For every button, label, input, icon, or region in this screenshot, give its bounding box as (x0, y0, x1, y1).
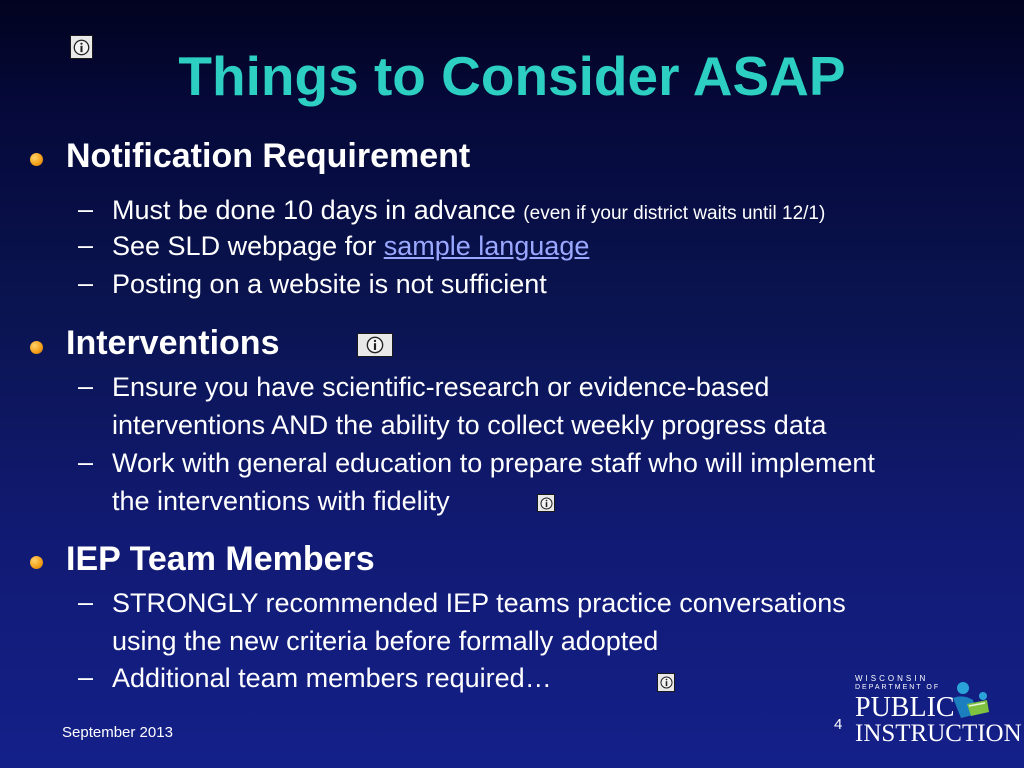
item-line: using the new criteria before formally adopted (112, 626, 659, 656)
item-text: Must be done 10 days in advance (112, 195, 516, 225)
dpi-logo (855, 674, 1022, 748)
list-item (112, 368, 1012, 444)
slide-title: Things to Consider ASAP (178, 45, 846, 107)
dash: – (78, 447, 94, 477)
section-heading-iep-team: IEP Team Members (66, 540, 375, 578)
list-item (112, 584, 1012, 660)
dash: – (78, 268, 94, 298)
item-line: interventions AND the ability to collect weekly progress data (112, 410, 827, 440)
bullet-dot (30, 153, 43, 166)
logo-line-public: PUBLIC (855, 692, 955, 723)
dash: – (78, 587, 94, 617)
list-item (112, 444, 1012, 520)
list-item: Additional team members required… (112, 663, 552, 693)
section-heading-interventions: Interventions (66, 324, 280, 362)
sample-language-link[interactable]: sample language (383, 231, 590, 261)
logo-line-wisconsin: WISCONSIN (855, 674, 929, 683)
section-heading-notification: Notification Requirement (66, 137, 471, 175)
item-line: STRONGLY recommended IEP teams practice conversations (112, 588, 846, 618)
logo-line-instruction: INSTRUCTION (855, 720, 1022, 747)
logo-line-department: DEPARTMENT OF (855, 684, 941, 691)
dash: – (78, 194, 94, 224)
item-text: See SLD webpage for (112, 231, 377, 261)
reader-figure-icon (943, 678, 993, 726)
list-item: Posting on a website is not sufficient (112, 269, 547, 299)
page-number: 4 (834, 716, 843, 733)
item-note: (even if your district waits until 12/1) (523, 203, 826, 224)
dash: – (78, 230, 94, 260)
dash: – (78, 371, 94, 401)
info-icon[interactable] (657, 673, 675, 692)
dash: – (78, 662, 94, 692)
item-line: Ensure you have scientific-research or evidence-based (112, 372, 770, 402)
bullet-dot (30, 556, 43, 569)
item-line: the interventions with fidelity (112, 486, 450, 516)
info-icon[interactable] (537, 494, 555, 512)
list-item (112, 227, 1012, 265)
footer-date: September 2013 (62, 724, 173, 741)
item-line: Work with general education to prepare staff who will implement (112, 448, 875, 478)
info-icon[interactable] (357, 333, 393, 357)
bullet-dot (30, 341, 43, 354)
